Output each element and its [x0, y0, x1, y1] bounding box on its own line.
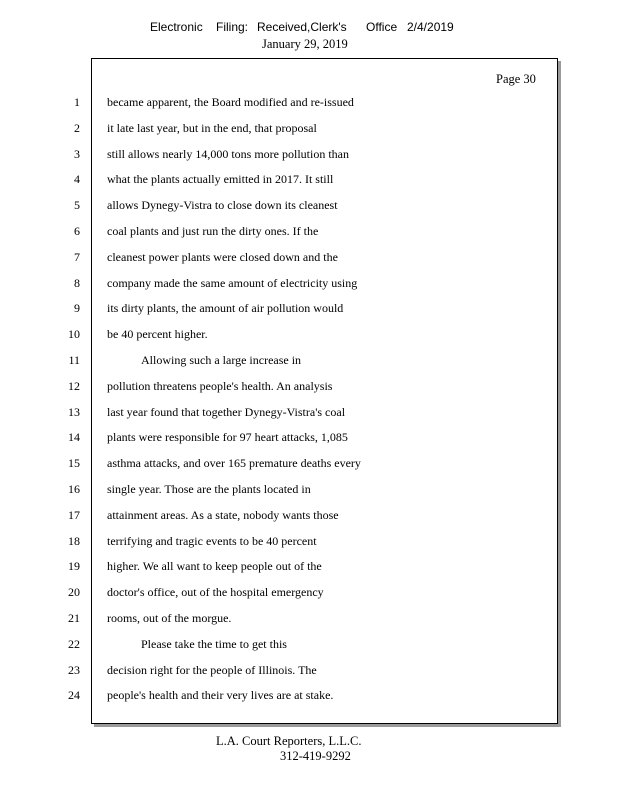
- line-number: 7: [74, 249, 80, 264]
- line-text: coal plants and just run the dirty ones. If the: [107, 224, 319, 238]
- transcript-line: [0, 172, 618, 198]
- stamp-word: Electronic: [150, 20, 203, 34]
- line-number: 23: [68, 662, 80, 677]
- transcript-line: [0, 482, 618, 508]
- line-number: 5: [74, 198, 80, 213]
- stamp-word: Filing:: [216, 20, 249, 34]
- stamp-word: Office: [366, 20, 398, 34]
- line-text: cleanest power plants were closed down and the: [107, 249, 338, 264]
- transcript-line: [0, 327, 618, 353]
- line-number: 13: [68, 404, 80, 419]
- line-text: pollution threatens people's health. An analysis: [107, 378, 333, 393]
- line-number: 18: [68, 533, 80, 548]
- transcript-line: [0, 198, 618, 224]
- line-number: 3: [74, 146, 80, 161]
- line-text: decision right for the people of Illinois. The: [107, 662, 317, 677]
- line-text: last year found that together Dynegy-Vistra's coal: [107, 404, 346, 419]
- line-text: what the plants actually emitted in 2017. It still: [107, 172, 334, 187]
- line-text: Please take the time to get this: [141, 636, 287, 651]
- transcript-line: [0, 95, 618, 121]
- transcript-line: [0, 250, 618, 276]
- line-number: 9: [74, 301, 80, 316]
- line-text: became apparent, the Board modified and re-issued: [107, 95, 354, 109]
- line-number: 10: [68, 327, 80, 342]
- line-number: 21: [68, 611, 80, 625]
- stamp-word: Received,Clerk's: [257, 20, 347, 34]
- transcript-line: [0, 276, 618, 302]
- line-text: allows Dynegy-Vistra to close down its cleanest: [107, 198, 338, 213]
- line-text: rooms, out of the morgue.: [107, 611, 232, 625]
- transcript-line: [0, 585, 618, 611]
- line-text: still allows nearly 14,000 tons more pollution than: [107, 146, 349, 161]
- header-date: January 29, 2019: [262, 37, 348, 51]
- transcript-line: [0, 688, 618, 714]
- transcript-line: [0, 430, 618, 456]
- line-number: 24: [68, 688, 80, 703]
- line-number: 19: [68, 559, 80, 574]
- line-text: attainment areas. As a state, nobody wants those: [107, 507, 339, 522]
- transcript-line: [0, 405, 618, 431]
- line-text: asthma attacks, and over 165 premature deaths every: [107, 456, 361, 471]
- transcript-line: [0, 559, 618, 585]
- line-text: plants were responsible for 97 heart attacks, 1,085: [107, 430, 348, 445]
- transcript-line: [0, 611, 618, 637]
- transcript-line: [0, 456, 618, 482]
- line-number: 16: [68, 482, 80, 496]
- line-text: it late last year, but in the end, that proposal: [107, 120, 317, 135]
- transcript-line: [0, 508, 618, 534]
- transcript-line: [0, 663, 618, 689]
- line-number: 17: [68, 507, 80, 522]
- transcript-line: [0, 637, 618, 663]
- transcript-line: [0, 147, 618, 173]
- line-text: Allowing such a large increase in: [141, 353, 302, 367]
- transcript-line: [0, 121, 618, 147]
- line-text: terrifying and tragic events to be 40 percent: [107, 533, 317, 548]
- footer-company: L.A. Court Reporters, L.L.C.: [216, 734, 362, 748]
- line-text: its dirty plants, the amount of air pollution would: [107, 301, 344, 316]
- line-number: 1: [74, 95, 80, 109]
- line-number: 4: [74, 172, 80, 187]
- transcript-line: [0, 534, 618, 560]
- line-number: 2: [74, 120, 80, 135]
- footer-phone: 312-419-9292: [280, 749, 351, 763]
- stamp-word: 2/4/2019: [407, 20, 454, 34]
- line-number: 20: [68, 585, 80, 600]
- line-text: people's health and their very lives are at stake.: [107, 688, 334, 703]
- line-number: 15: [68, 456, 80, 471]
- line-text: single year. Those are the plants located in: [107, 482, 311, 496]
- transcript-line: [0, 353, 618, 379]
- line-text: higher. We all want to keep people out of the: [107, 559, 322, 574]
- line-number: 6: [74, 224, 80, 238]
- line-text: doctor's office, out of the hospital emergency: [107, 585, 324, 600]
- transcript-line: [0, 301, 618, 327]
- line-number: 22: [68, 636, 80, 651]
- line-number: 12: [68, 378, 80, 393]
- transcript-line: [0, 379, 618, 405]
- transcript-line: [0, 224, 618, 250]
- page-number: Page 30: [496, 72, 536, 86]
- line-text: company made the same amount of electricity using: [107, 275, 358, 290]
- line-number: 8: [74, 275, 80, 290]
- line-text: be 40 percent higher.: [107, 327, 208, 342]
- line-number: 14: [68, 430, 80, 445]
- line-number: 11: [68, 353, 80, 367]
